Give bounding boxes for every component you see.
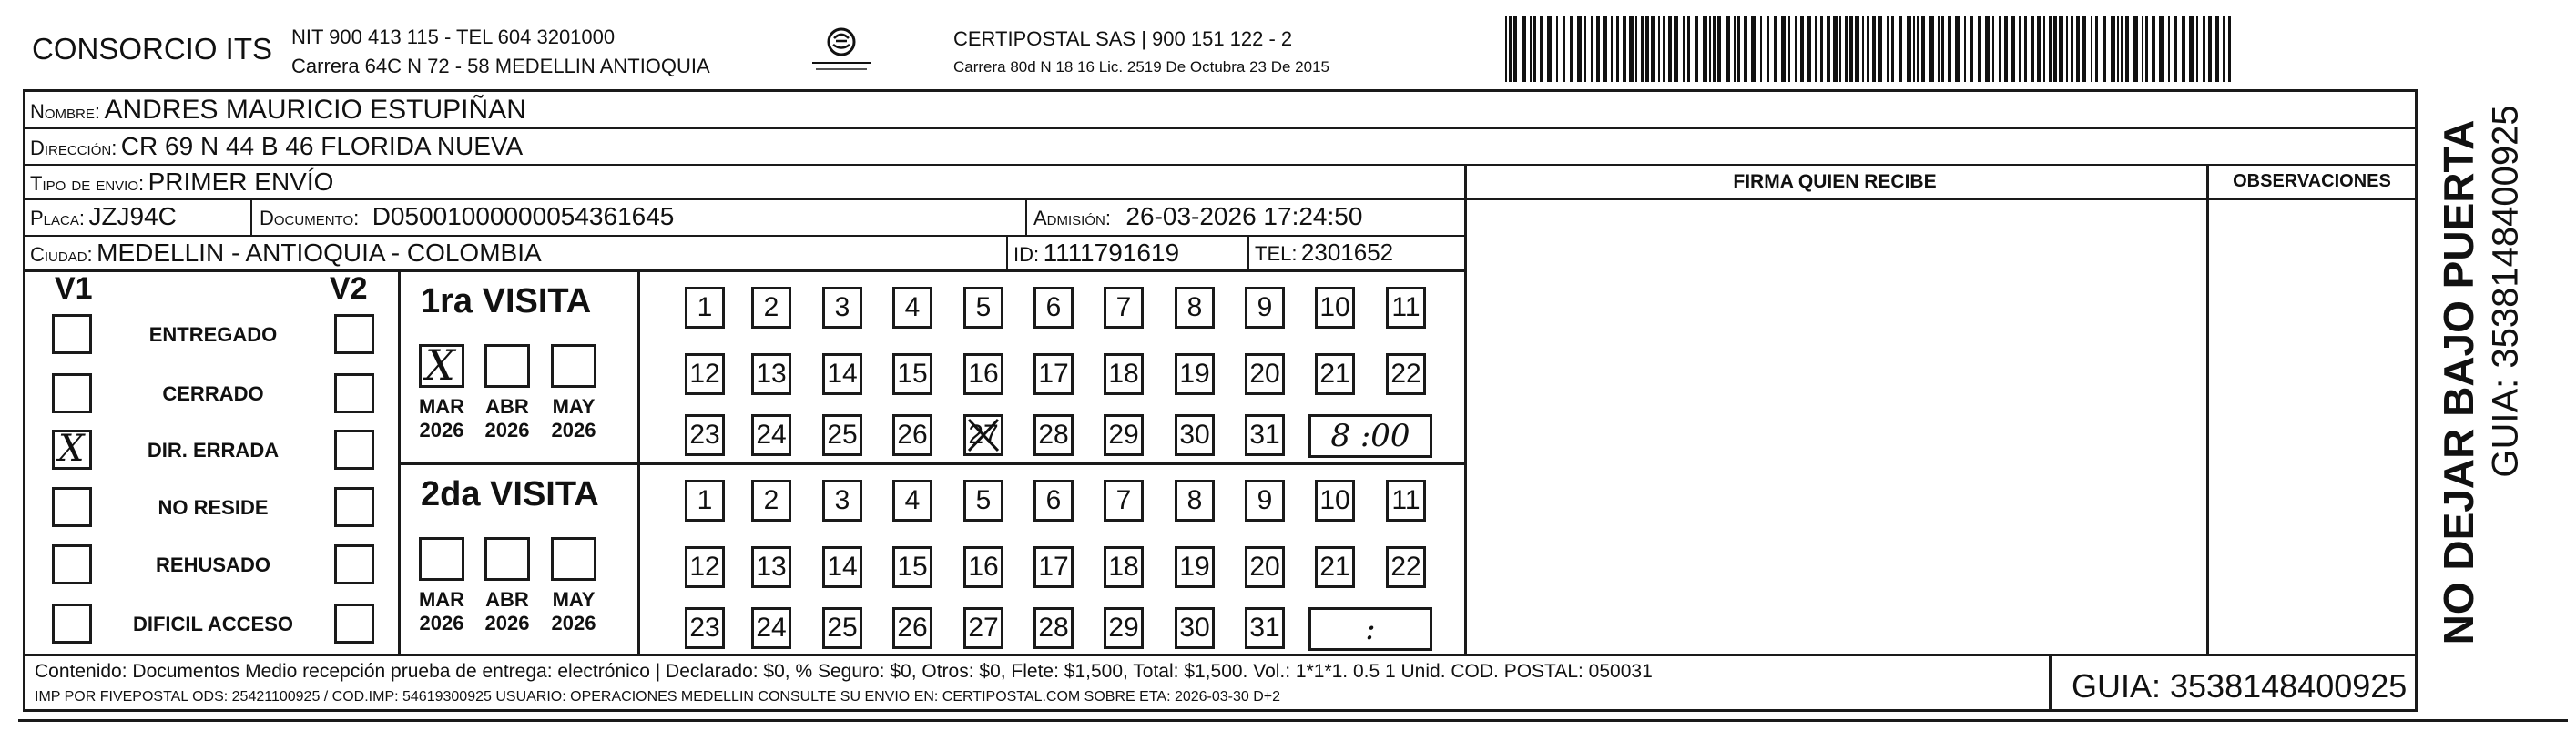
day-box[interactable]: 3: [822, 287, 862, 329]
day-box[interactable]: 7: [1104, 287, 1144, 329]
barcode-bar: [1921, 16, 1925, 82]
nombre-value: ANDRES MAURICIO ESTUPIÑAN: [104, 95, 526, 125]
month-name: ABR: [485, 588, 529, 611]
day-box[interactable]: 12: [685, 353, 725, 395]
barcode-bar: [1849, 16, 1853, 82]
month-name: ABR: [485, 395, 529, 418]
day-box[interactable]: 15: [892, 546, 932, 588]
barcode-bar: [1964, 16, 1966, 82]
barcode-bar: [1917, 16, 1919, 82]
barcode-bar: [1540, 16, 1543, 82]
barcode-bar: [1623, 16, 1626, 82]
barcode-bar: [1522, 16, 1526, 82]
barcode-bar: [1611, 16, 1613, 82]
month-year: 2026: [484, 419, 530, 442]
visit-title: 2da VISITA: [421, 475, 599, 513]
v1-checkbox[interactable]: [52, 373, 92, 413]
barcode-bar: [2125, 16, 2129, 82]
time-value: 8 :00: [1330, 418, 1410, 454]
barcode-bar: [1645, 16, 1649, 82]
day-box[interactable]: 26: [892, 607, 932, 649]
day-box[interactable]: 14: [822, 353, 862, 395]
barcode-bar: [1683, 16, 1685, 82]
day-box[interactable]: 8: [1175, 287, 1215, 329]
month-checkbox[interactable]: [419, 537, 464, 581]
day-box[interactable]: 27: [963, 414, 1003, 456]
barcode-bar: [1703, 16, 1707, 82]
month-year: 2026: [484, 612, 530, 634]
v1-label: V1: [55, 271, 93, 306]
barcode-bar: [1913, 16, 1915, 82]
nombre-label: Nombre:: [30, 100, 101, 123]
day-box[interactable]: 31: [1245, 414, 1285, 456]
day-box[interactable]: 23: [685, 607, 725, 649]
day-box[interactable]: 25: [822, 607, 862, 649]
day-cross-mark: [963, 414, 1003, 456]
tipo-value: PRIMER ENVÍO: [148, 167, 334, 196]
day-box[interactable]: 6: [1033, 480, 1074, 522]
barcode-bar: [1887, 16, 1889, 82]
barcode-bar: [1867, 16, 1869, 82]
tipo-label: Tipo de envio:: [30, 172, 145, 195]
day-box[interactable]: 16: [963, 546, 1003, 588]
obs-left-line: [2206, 164, 2209, 655]
barcode-bar: [1795, 16, 1797, 82]
barcode-bar: [1687, 16, 1690, 82]
firma-left-line: [1464, 164, 1467, 655]
day-box[interactable]: 13: [751, 353, 791, 395]
day-box[interactable]: 12: [685, 546, 725, 588]
barcode-bar: [2152, 16, 2155, 82]
day-box[interactable]: 26: [892, 414, 932, 456]
barcode-bar: [1563, 16, 1565, 82]
barcode-bar: [2091, 16, 2092, 82]
month-year: 2026: [551, 419, 596, 442]
day-box[interactable]: 29: [1104, 414, 1144, 456]
status-label: DIFICIL ACCESO: [132, 613, 293, 635]
month-year: 2026: [551, 612, 596, 634]
barcode-bar: [1999, 16, 2001, 82]
month-name: MAY: [552, 395, 596, 418]
v1-check-mark: X: [58, 428, 85, 470]
barcode-bar: [1955, 16, 1960, 82]
month-checkbox[interactable]: [484, 344, 530, 388]
barcode-bar: [1695, 16, 1698, 82]
carrier-name: CERTIPOSTAL SAS | 900 151 122 - 2: [953, 27, 1293, 50]
barcode-bar: [1992, 16, 1994, 82]
barcode-bar: [2066, 16, 2068, 82]
barcode-bar: [1970, 16, 1973, 82]
barcode-bar: [2004, 16, 2008, 82]
barcode-bar: [1807, 16, 1811, 82]
day-box[interactable]: 21: [1315, 546, 1355, 588]
barcode-bar: [1547, 16, 1552, 82]
v1-checkbox[interactable]: [52, 544, 92, 584]
month-year: 2026: [419, 419, 464, 442]
barcode-bar: [2168, 16, 2170, 82]
day-box[interactable]: 17: [1033, 546, 1074, 588]
barcode-bar: [2082, 16, 2086, 82]
v1-checkbox[interactable]: [52, 314, 92, 354]
tel-row: [1255, 239, 1393, 267]
barcode-bar: [2189, 16, 2194, 82]
barcode-bar: [1800, 16, 1804, 82]
barcode-bar: [1833, 16, 1838, 82]
day-box[interactable]: 17: [1033, 353, 1074, 395]
firma-label: FIRMA QUIEN RECIBE: [1733, 171, 1937, 192]
barcode-bar: [1616, 16, 1619, 82]
day-box[interactable]: 4: [892, 480, 932, 522]
certipostal-logo: [809, 25, 874, 78]
day-box[interactable]: 19: [1175, 353, 1215, 395]
barcode-bar: [1505, 16, 1507, 82]
row-line: [23, 654, 2418, 656]
barcode-bar: [1533, 16, 1536, 82]
status-label: REHUSADO: [156, 553, 270, 576]
barcode-bar: [2103, 16, 2106, 82]
day-box[interactable]: 10: [1315, 287, 1355, 329]
visit-title: 1ra VISITA: [421, 282, 592, 320]
footer-contenido: Contenido: Documentos Medio recepción prueba de entrega: electrónico | Declarado: $0, % Seguro: $0, Otros: $0, Flete: $1,500, Total: $1,500. Vol.: 1*1*1. 0.5 1 Unid. COD. POSTAL: 050031: [35, 661, 1653, 682]
day-box[interactable]: 2: [751, 480, 791, 522]
row-line: [23, 269, 1466, 272]
day-box[interactable]: 20: [1245, 353, 1285, 395]
day-box[interactable]: 21: [1315, 353, 1355, 395]
barcode-bar: [1855, 16, 1859, 82]
barcode-bar: [2043, 16, 2045, 82]
barcode-bar: [1899, 16, 1902, 82]
barcode-bar: [2215, 16, 2219, 82]
day-box[interactable]: 2: [751, 287, 791, 329]
frame-bottom: [23, 709, 2418, 712]
visits-divider: [398, 462, 1466, 465]
bottom-rule: [18, 719, 2568, 722]
barcode-bar: [2037, 16, 2041, 82]
barcode-bar: [1781, 16, 1786, 82]
col-line: [1025, 198, 1027, 235]
barcode-bar: [2228, 16, 2231, 82]
company-name: CONSORCIO ITS: [32, 32, 273, 66]
month-year: 2026: [419, 612, 464, 634]
month-check-mark: X: [425, 340, 455, 390]
barcode-bar: [1751, 16, 1756, 82]
documento-value: D05001000000054361645: [372, 202, 675, 230]
barcode-bar: [2053, 16, 2057, 82]
day-box[interactable]: 16: [963, 353, 1003, 395]
day-box[interactable]: 28: [1033, 414, 1074, 456]
placa-value: JZJ94C: [88, 202, 177, 230]
status-label: CERRADO: [162, 382, 264, 405]
tipo-row: [30, 167, 333, 197]
day-box[interactable]: 6: [1033, 287, 1074, 329]
barcode-bar: [2174, 16, 2177, 82]
barcode-bar: [1774, 16, 1777, 82]
barcode-bar: [2024, 16, 2027, 82]
ciudad-row: [30, 239, 542, 268]
status-label: DIR. ERRADA: [147, 439, 280, 462]
barcode-bar: [2049, 16, 2052, 82]
v2-checkbox[interactable]: [334, 544, 374, 584]
day-box[interactable]: 8: [1175, 480, 1215, 522]
v2-checkbox[interactable]: [334, 487, 374, 527]
barcode-bar: [2203, 16, 2205, 82]
direccion-value: CR 69 N 44 B 46 FLORIDA NUEVA: [120, 132, 524, 160]
barcode-bar: [2031, 16, 2034, 82]
month-name: MAY: [552, 588, 596, 611]
day-box[interactable]: 29: [1104, 607, 1144, 649]
row-line: [23, 198, 2418, 200]
day-box[interactable]: 4: [892, 287, 932, 329]
tel-value: 2301652: [1300, 239, 1394, 266]
barcode-bar: [2095, 16, 2098, 82]
time-box[interactable]: [1308, 607, 1432, 651]
barcode-bar: [2208, 16, 2212, 82]
barcode-bar: [2182, 16, 2185, 82]
barcode-bar: [2133, 16, 2138, 82]
barcode-bar: [1815, 16, 1817, 82]
guia-box-line: [2049, 655, 2052, 710]
barcode-bar: [2145, 16, 2148, 82]
barcode-bar: [1845, 16, 1848, 82]
barcode-bar: [1948, 16, 1951, 82]
company-address: Carrera 64C N 72 - 58 MEDELLIN ANTIOQUIA: [291, 55, 710, 77]
barcode-bar: [1596, 16, 1600, 82]
day-box[interactable]: 13: [751, 546, 791, 588]
nombre-row: [30, 95, 526, 126]
day-box[interactable]: 20: [1245, 546, 1285, 588]
direccion-label: Dirección:: [30, 137, 117, 159]
barcode-bar: [1570, 16, 1573, 82]
day-box[interactable]: 19: [1175, 546, 1215, 588]
documento-row: [260, 202, 674, 231]
placa-label: Placa:: [30, 207, 85, 229]
row-line: [23, 164, 2418, 166]
tel-label: TEL:: [1255, 242, 1298, 265]
barcode-bar: [1530, 16, 1532, 82]
barcode-bar: [2076, 16, 2080, 82]
barcode-bar: [1907, 16, 1911, 82]
status-label: ENTREGADO: [148, 323, 278, 346]
side-warning: NO DEJAR BAJO PUERTA: [2435, 119, 2482, 645]
barcode-bar: [1668, 16, 1672, 82]
day-box[interactable]: 11: [1386, 480, 1426, 522]
barcode-bar: [1820, 16, 1823, 82]
day-box[interactable]: 22: [1386, 546, 1426, 588]
v2-checkbox[interactable]: [334, 373, 374, 413]
barcode-bar: [2117, 16, 2119, 82]
admision-row: [1033, 202, 1362, 231]
barcode-bar: [1577, 16, 1582, 82]
col-line: [250, 198, 252, 235]
barcode-bar: [2121, 16, 2123, 82]
barcode-bar: [1726, 16, 1730, 82]
day-box[interactable]: 28: [1033, 607, 1074, 649]
barcode-bar: [2196, 16, 2198, 82]
day-box[interactable]: 1: [685, 287, 725, 329]
admision-value: 26-03-2026 17:24:50: [1125, 202, 1363, 230]
barcode-bar: [2111, 16, 2115, 82]
barcode-bar: [1978, 16, 1981, 82]
barcode-bar: [2159, 16, 2164, 82]
barcode-bar: [1839, 16, 1841, 82]
v2-label: V2: [330, 271, 368, 306]
month-checkbox[interactable]: [484, 537, 530, 581]
barcode-bar: [1862, 16, 1864, 82]
day-box[interactable]: 3: [822, 480, 862, 522]
col-line: [1247, 235, 1249, 269]
ciudad-value: MEDELLIN - ANTIOQUIA - COLOMBIA: [97, 239, 542, 267]
frame-top: [23, 89, 2418, 92]
barcode-bar: [1674, 16, 1678, 82]
row-line: [23, 127, 2418, 129]
barcode-bar: [1641, 16, 1644, 82]
day-box[interactable]: 23: [685, 414, 725, 456]
day-box[interactable]: 24: [751, 414, 791, 456]
barcode: [1505, 16, 2234, 82]
barcode-bar: [1985, 16, 1990, 82]
direccion-row: [30, 132, 523, 161]
barcode-bar: [1929, 16, 1934, 82]
day-box[interactable]: 1: [685, 480, 725, 522]
barcode-bar: [1744, 16, 1747, 82]
barcode-bar: [1713, 16, 1716, 82]
row-line: [23, 235, 1466, 237]
barcode-bar: [1891, 16, 1894, 82]
barcode-bar: [1658, 16, 1660, 82]
month-name: MAR: [418, 588, 465, 611]
barcode-bar: [2071, 16, 2073, 82]
observaciones-label: OBSERVACIONES: [2233, 171, 2391, 191]
side-guia: GUIA: 3538148400925: [2485, 105, 2526, 478]
barcode-bar: [1760, 16, 1762, 82]
barcode-bar: [1591, 16, 1593, 82]
barcode-bar: [1827, 16, 1830, 82]
month-checkbox[interactable]: [419, 340, 464, 390]
day-box[interactable]: 5: [963, 480, 1003, 522]
v1-checkbox[interactable]: [52, 604, 92, 644]
barcode-bar: [1788, 16, 1790, 82]
month-name: MAR: [418, 395, 465, 418]
barcode-bar: [1635, 16, 1637, 82]
barcode-bar: [1734, 16, 1736, 82]
barcode-bar: [2019, 16, 2021, 82]
day-box[interactable]: 24: [751, 607, 791, 649]
admision-label: Admisión:: [1033, 207, 1111, 229]
day-box[interactable]: 25: [822, 414, 862, 456]
v1-checkbox[interactable]: [52, 487, 92, 527]
day-box[interactable]: 9: [1245, 480, 1285, 522]
barcode-bar: [1651, 16, 1655, 82]
barcode-bar: [1941, 16, 1944, 82]
barcode-bar: [1663, 16, 1665, 82]
barcode-bar: [1709, 16, 1711, 82]
barcode-bar: [1556, 16, 1558, 82]
documento-label: Documento:: [260, 207, 360, 229]
carrier-address: Carrera 80d N 18 16 Lic. 2519 De Octubra 23 De 2015: [953, 58, 1329, 76]
day-box[interactable]: 18: [1104, 546, 1144, 588]
day-box[interactable]: 31: [1245, 607, 1285, 649]
id-label: ID:: [1013, 243, 1040, 266]
ciudad-label: Ciudad:: [30, 243, 93, 266]
barcode-bar: [1584, 16, 1586, 82]
month-checkbox[interactable]: [551, 344, 596, 388]
status-label: NO RESIDE: [158, 496, 269, 519]
placa-row: [30, 202, 177, 231]
time-box[interactable]: [1308, 414, 1432, 458]
v2-checkbox[interactable]: [334, 430, 374, 470]
day-box[interactable]: 11: [1386, 287, 1426, 329]
v1-checkbox[interactable]: [52, 430, 92, 470]
time-value: :: [1365, 611, 1376, 647]
v2-checkbox[interactable]: [334, 604, 374, 644]
day-box[interactable]: 15: [892, 353, 932, 395]
barcode-bar: [2011, 16, 2015, 82]
barcode-bar: [1629, 16, 1634, 82]
footer-imp: IMP POR FIVEPOSTAL ODS: 25421100925 / COD.IMP: 54619300925 USUARIO: OPERACIONES MEDELLIN CONSULTE SU ENVIO EN: CERTIPOSTAL.COM SOBRE ETA: 2026-03-30 D+2: [35, 689, 1281, 705]
day-box[interactable]: 9: [1245, 287, 1285, 329]
frame-right: [2415, 89, 2418, 712]
day-box[interactable]: 30: [1175, 607, 1215, 649]
barcode-bar: [1717, 16, 1721, 82]
barcode-bar: [2142, 16, 2143, 82]
id-value: 1111791619: [1043, 239, 1180, 267]
day-box[interactable]: 7: [1104, 480, 1144, 522]
barcode-bar: [1513, 16, 1517, 82]
barcode-bar: [1872, 16, 1876, 82]
barcode-bar: [2223, 16, 2225, 82]
footer-guia: GUIA: 3538148400925: [2072, 667, 2408, 705]
col-line: [1006, 235, 1008, 269]
day-box[interactable]: 10: [1315, 480, 1355, 522]
day-box[interactable]: 22: [1386, 353, 1426, 395]
barcode-bar: [1509, 16, 1512, 82]
day-box[interactable]: 18: [1104, 353, 1144, 395]
id-row: [1013, 239, 1179, 268]
day-box[interactable]: 14: [822, 546, 862, 588]
frame-left: [23, 89, 25, 712]
barcode-bar: [1767, 16, 1769, 82]
barcode-bar: [1938, 16, 1940, 82]
barcode-bar: [2059, 16, 2063, 82]
day-box[interactable]: 27: [963, 607, 1003, 649]
day-box[interactable]: 30: [1175, 414, 1215, 456]
month-checkbox[interactable]: [551, 537, 596, 581]
barcode-bar: [1737, 16, 1740, 82]
barcode-bar: [1603, 16, 1607, 82]
v2-checkbox[interactable]: [334, 314, 374, 354]
day-box[interactable]: 5: [963, 287, 1003, 329]
barcode-bar: [1878, 16, 1882, 82]
company-nit: NIT 900 413 115 - TEL 604 3201000: [291, 25, 616, 48]
